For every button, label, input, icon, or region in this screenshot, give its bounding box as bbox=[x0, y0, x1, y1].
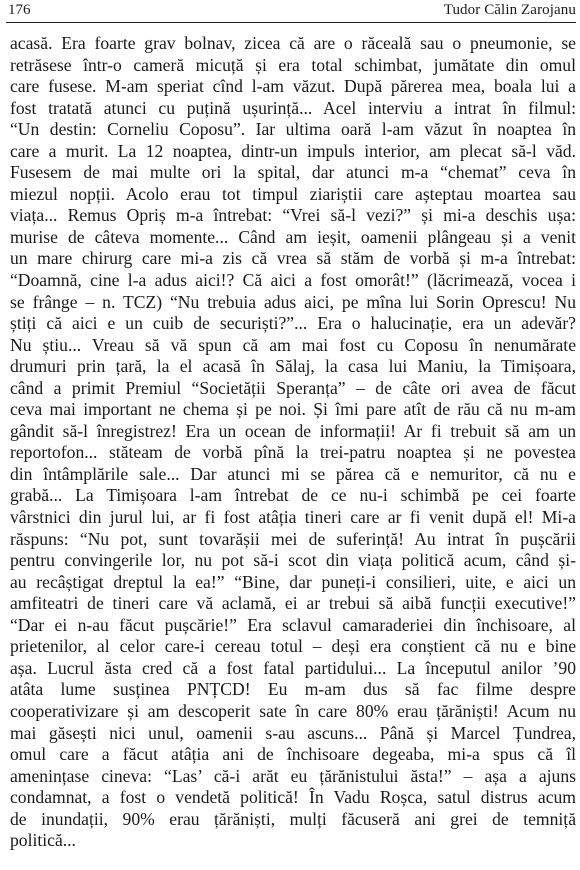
text-line: miezul nopții. Acolo erau tot timpul ziariștii care așteptau moartea sau bbox=[10, 183, 576, 204]
text-line: vârstnici din jurul lui, ar fi fost atâția tineri care ar fi venit după el! Mi-a bbox=[10, 507, 576, 528]
text-line: prietenilor, al celor care-i cereau totul – deși era conștient că nu e bine bbox=[10, 636, 576, 657]
text-line: grabă... La Timișoara l-am întrebat de ce nu-i schimbă pe cei foarte bbox=[10, 485, 576, 506]
text-line: au recâștigat dreptul la ea!” “Bine, dar puneți-i consilieri, uite, e aici un bbox=[10, 571, 576, 592]
text-line: condamnat, a fost o vendetă politică! În Vadu Roșca, satul distrus acum bbox=[10, 787, 576, 808]
page-number: 176 bbox=[8, 2, 31, 18]
text-line: așa. Lucrul ăsta cred că a fost fatal partidului... La începutul anilor ’90 bbox=[10, 657, 576, 678]
text-line: drumuri prin țară, la el acasă în Sălaj, la casa lui Maniu, la Timișoara, bbox=[10, 356, 576, 377]
text-line: care fusese. M-am speriat cînd l-am văzut. După părerea mea, boala lui a bbox=[10, 76, 576, 97]
text-line: Nu știu... Vreau să vă spun că am mai fost cu Coposu în nenumărate bbox=[10, 334, 576, 355]
text-line: acasă. Era foarte grav bolnav, zicea că are o răceală sau o pneumonie, se bbox=[10, 33, 576, 53]
text-line: din întâmplările sale... Dar atunci mi se părea că e nemuritor, că nu e bbox=[10, 463, 576, 484]
text-line: atâta lume susținea PNȚCD! Eu m-am dus să fac filme despre bbox=[10, 679, 576, 700]
text-line: răspuns: “Nu pot, sunt tovarășii mei de suferință! Au intrat în pușcării bbox=[10, 528, 576, 549]
text-line: care a murit. La 12 noaptea, dintr-un impuls interior, am plecat să-l văd. bbox=[10, 140, 576, 161]
text-line: se frânge – n. TCZ) “Nu trebuia adus aici, pe mîna lui Sorin Oprescu! Nu bbox=[10, 291, 576, 312]
text-line: “Un destin: Corneliu Coposu”. Iar ultima oară l-am văzut în noaptea în bbox=[10, 119, 576, 140]
text-line: murise de câteva momente... Când am ieșit, oamenii plângeau și a venit bbox=[10, 226, 576, 247]
header-rule bbox=[6, 22, 576, 23]
text-line: gândit să-l înregistrez! Era un ocean de informații! Ar fi trebuit să am un bbox=[10, 420, 576, 441]
page-header bbox=[8, 2, 576, 22]
text-line: reportofon... stăteam de vorbă pînă la trei-patru noaptea și ne povestea bbox=[10, 442, 576, 463]
text-line: politică... bbox=[10, 830, 76, 851]
text-line: pentru convingerile lor, nu pot să-i scot din viața politică acum, când și- bbox=[10, 550, 576, 571]
text-line: “Dar ei n-au făcut pușcărie!” Era sclavul camaraderiei din închisoare, al bbox=[10, 614, 576, 635]
text-line: amenințase cineva: “Las’ că-i arăt eu țărănistului ăsta!” – așa a ajuns bbox=[10, 765, 576, 786]
text-line: de inundații, 90% erau țărăniști, mulți făcuseră ani grei de temniță bbox=[10, 808, 576, 829]
text-line: amfiteatri de tineri care vă aclamă, ei ar trebui să aibă funcții executive!” bbox=[10, 593, 576, 614]
text-line: cooperativizare și am descoperit sate în care 80% erau țărăniști! Acum nu bbox=[10, 700, 576, 721]
text-line: “Doamnă, cine l-a adus aici!? Că aici a fost omorât!” (lăcrimează, vocea i bbox=[10, 270, 576, 291]
text-line: retrăsese într-o cameră micuță și era total schimbat, jumătate din omul bbox=[10, 54, 576, 75]
text-line: ceva mai important ne chema și pe noi. Și îmi pare atît de rău că nu m-am bbox=[10, 399, 576, 420]
text-line: un mare chirurg care mi-a zis că vrea să stăm de vorbă și m-a întrebat: bbox=[10, 248, 576, 269]
text-line: știți că aici e un cuib de securiști?”... Era o halucinație, era un adevăr? bbox=[10, 313, 576, 334]
text-line: fost tratată atunci cu puțină ușurință... Acel interviu a intrat în filmul: bbox=[10, 97, 576, 118]
text-line: viața... Remus Opriș m-a întrebat: “Vrei să-l vezi?” și mi-a deschis ușa: bbox=[10, 205, 576, 226]
text-line: Fusesem de mai multe ori la spital, dar atunci m-a “chemat” ceva în bbox=[10, 162, 576, 183]
text-line: când a primit Premiul “Societății Speranța” – de câte ori avea de făcut bbox=[10, 377, 576, 398]
text-line: mai găsești nici unul, oamenii s-au ascuns... Până și Marcel Țundrea, bbox=[10, 722, 576, 743]
body-text bbox=[10, 33, 576, 852]
text-line: omul care a făcut atâția ani de închisoare degeaba, mi-a spus că îl bbox=[10, 744, 576, 765]
running-head: Tudor Călin Zarojanu bbox=[443, 2, 576, 18]
